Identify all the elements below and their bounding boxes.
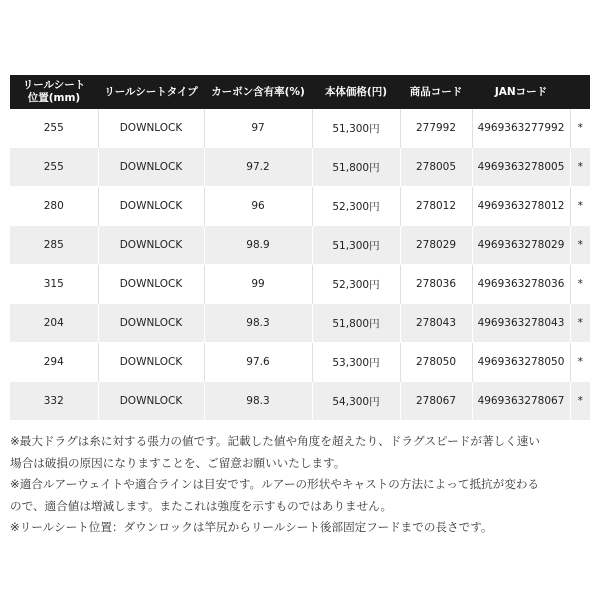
cell-reel-seat-type: DOWNLOCK	[98, 382, 204, 421]
cell-carbon: 98.9	[204, 226, 312, 265]
cell-reel-seat-position: 255	[10, 109, 98, 148]
header-product-code: 商品コード	[400, 75, 472, 109]
cell-carbon: 99	[204, 265, 312, 304]
cell-price: 52,300円	[312, 265, 400, 304]
cell-price: 52,300円	[312, 187, 400, 226]
cell-price: 51,800円	[312, 304, 400, 343]
cell-mark: *	[570, 109, 590, 148]
cell-price: 54,300円	[312, 382, 400, 421]
header-price: 本体価格(円)	[312, 75, 400, 109]
cell-product-code: 278036	[400, 265, 472, 304]
cell-jan-code: 4969363278043	[472, 304, 570, 343]
cell-reel-seat-type: DOWNLOCK	[98, 226, 204, 265]
note-line: ※最大ドラグは糸に対する張力の値です。記載した値や角度を超えたり、ドラグスピードが著しく速い	[10, 434, 540, 448]
cell-reel-seat-position: 294	[10, 343, 98, 382]
cell-product-code: 277992	[400, 109, 472, 148]
header-row	[10, 75, 590, 109]
table-row	[10, 343, 590, 382]
cell-carbon: 97.2	[204, 148, 312, 187]
cell-price: 51,300円	[312, 109, 400, 148]
cell-jan-code: 4969363278036	[472, 265, 570, 304]
cell-mark: *	[570, 343, 590, 382]
cell-jan-code: 4969363277992	[472, 109, 570, 148]
header-reel-seat-type: リールシートタイプ	[98, 75, 204, 109]
cell-mark: *	[570, 304, 590, 343]
cell-product-code: 278050	[400, 343, 472, 382]
cell-carbon: 97.6	[204, 343, 312, 382]
header-carbon: カーボン含有率(%)	[204, 75, 312, 109]
cell-reel-seat-type: DOWNLOCK	[98, 187, 204, 226]
notes	[10, 431, 592, 539]
cell-mark: *	[570, 265, 590, 304]
cell-jan-code: 4969363278012	[472, 187, 570, 226]
cell-reel-seat-position: 255	[10, 148, 98, 187]
cell-reel-seat-position: 204	[10, 304, 98, 343]
note-line: ※適合ルアーウェイトや適合ラインは目安です。ルアーの形状やキャストの方法によって抵抗が変わる	[10, 477, 540, 491]
cell-mark: *	[570, 148, 590, 187]
cell-product-code: 278043	[400, 304, 472, 343]
cell-carbon: 97	[204, 109, 312, 148]
cell-reel-seat-type: DOWNLOCK	[98, 109, 204, 148]
cell-product-code: 278012	[400, 187, 472, 226]
cell-price: 51,300円	[312, 226, 400, 265]
note-line: 場合は破損の原因になりますことを、ご留意お願いいたします。	[10, 455, 346, 470]
note-line: ※リールシート位置：ダウンロックは竿尻からリールシート後部固定フードまでの長さです。	[10, 520, 493, 534]
header-jan-code: JANコード	[472, 75, 570, 109]
cell-price: 53,300円	[312, 343, 400, 382]
table-row	[10, 304, 590, 343]
table-row	[10, 265, 590, 304]
cell-reel-seat-type: DOWNLOCK	[98, 343, 204, 382]
table-row	[10, 187, 590, 226]
table-row	[10, 109, 590, 148]
cell-reel-seat-type: DOWNLOCK	[98, 304, 204, 343]
cell-reel-seat-position: 332	[10, 382, 98, 421]
header-mark	[570, 75, 590, 109]
spec-table	[10, 75, 590, 421]
cell-product-code: 278005	[400, 148, 472, 187]
cell-price: 51,800円	[312, 148, 400, 187]
header-reel-seat-position: リールシート 位置(mm)	[10, 75, 98, 109]
cell-jan-code: 4969363278005	[472, 148, 570, 187]
table-row	[10, 382, 590, 421]
cell-product-code: 278067	[400, 382, 472, 421]
note-line: ので、適合値は増減します。またこれは強度を示すものではありません。	[10, 498, 393, 513]
cell-mark: *	[570, 382, 590, 421]
cell-reel-seat-position: 285	[10, 226, 98, 265]
cell-product-code: 278029	[400, 226, 472, 265]
cell-reel-seat-type: DOWNLOCK	[98, 265, 204, 304]
table-row	[10, 148, 590, 187]
cell-jan-code: 4969363278029	[472, 226, 570, 265]
cell-carbon: 96	[204, 187, 312, 226]
cell-carbon: 98.3	[204, 304, 312, 343]
cell-reel-seat-type: DOWNLOCK	[98, 148, 204, 187]
table-row	[10, 226, 590, 265]
cell-mark: *	[570, 226, 590, 265]
cell-mark: *	[570, 187, 590, 226]
cell-reel-seat-position: 315	[10, 265, 98, 304]
cell-jan-code: 4969363278050	[472, 343, 570, 382]
cell-reel-seat-position: 280	[10, 187, 98, 226]
cell-carbon: 98.3	[204, 382, 312, 421]
cell-jan-code: 4969363278067	[472, 382, 570, 421]
